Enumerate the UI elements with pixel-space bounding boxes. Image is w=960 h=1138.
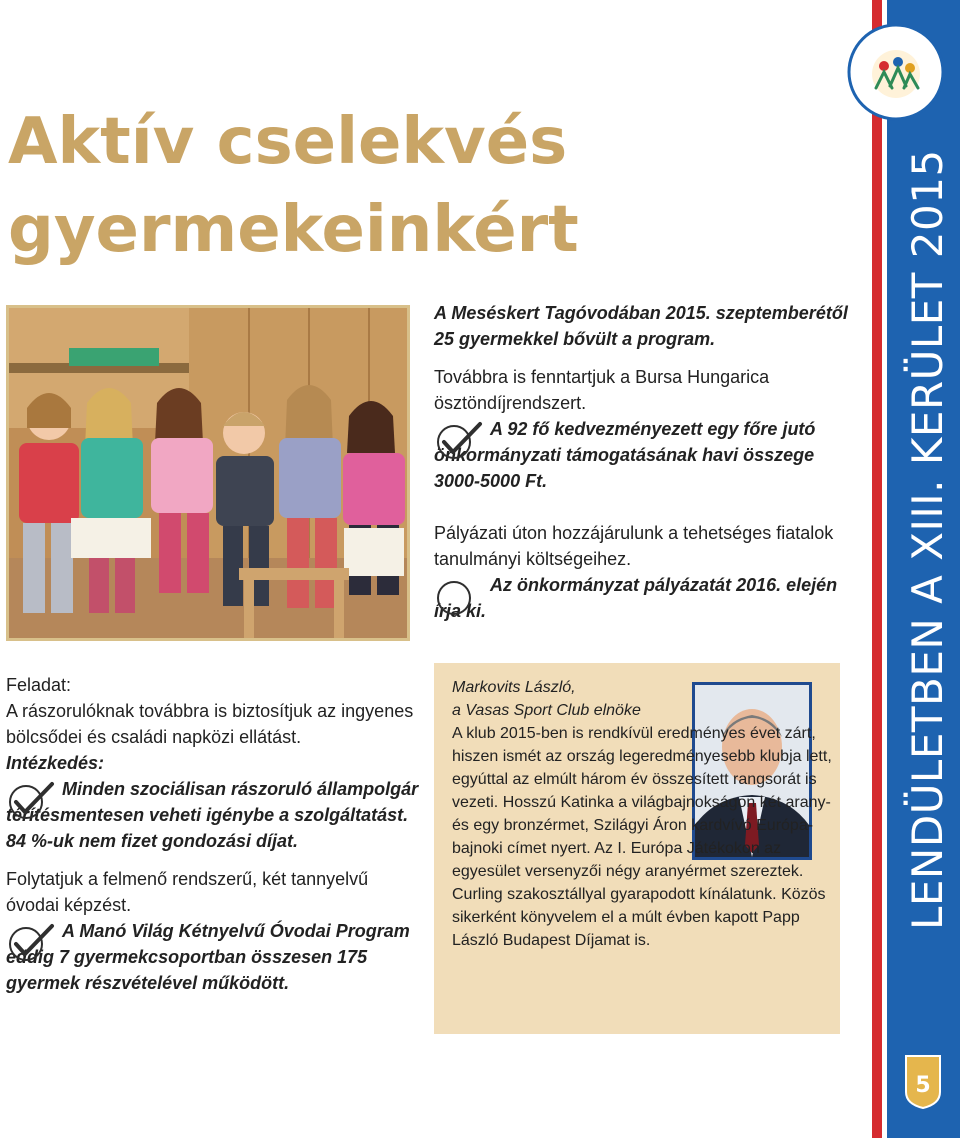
page-number-badge <box>902 1054 944 1110</box>
children-photo <box>6 305 410 641</box>
checkmark-icon <box>6 920 56 964</box>
club-text <box>452 676 832 952</box>
shield-icon <box>902 1054 944 1110</box>
club-person-role: a Vasas Sport Club elnöke <box>452 702 641 719</box>
band-red-stripe <box>872 0 882 1138</box>
middle-paragraph-3: Pályázati úton hozzájárulunk a tehetséges fiatalok tanulmányi költségeihez. <box>434 523 834 569</box>
title-line-1: Aktív cselekvés <box>8 105 568 179</box>
vertical-band-title: LENDÜLETBEN A XIII. KERÜLET 2015 <box>903 149 952 930</box>
lendulet-logo-icon <box>846 22 946 122</box>
checked-item-2 <box>6 918 420 996</box>
page-number: 5 <box>915 1073 931 1098</box>
district-logo <box>846 22 946 122</box>
checked-item-1-text: Minden szociálisan rászoruló állampolgár térítésmentesen veheti igénybe a szolgáltatást. 84 %-uk nem fizet gondozási díjat. <box>6 779 419 851</box>
action-label: Intézkedés: <box>6 753 105 773</box>
checkmark-icon <box>434 418 484 462</box>
club-body: A klub 2015-ben is rendkívül eredményes évet zárt, hiszen ismét az ország legeredményesebb klubja lett, egyúttal az elmúlt három év összesített rangsorát is vezeti. Hosszú Katinka a világbajnokságon két arany- és egy bronzérmet, Szilágyi Áron kardvívó Európa-bajnoki címet nyert. Az I. Európa Játékokon az egyesület versenyzői négy aranyérmet szereztek. Curling szakosztállyal gyarapodott kínálatunk. Közös sikerként könyvelem el a múlt évben kapott Papp László Budapest Díjamat is. <box>452 725 832 949</box>
children-photo-illustration <box>9 308 407 638</box>
middle-paragraph-1: A Meséskert Tagóvodában 2015. szeptemberétől 25 gyermekkel bővült a program. <box>434 303 848 349</box>
task-label: Feladat: <box>6 675 72 695</box>
checked-item-2-text: A Manó Világ Kétnyelvű Óvodai Program eddig 7 gyermekcsoportban összesen 175 gyermek részvételével működött. <box>6 921 410 993</box>
club-person-name: Markovits László, <box>452 679 576 696</box>
middle-checked-item-1 <box>434 416 848 494</box>
left-column <box>6 672 420 996</box>
middle-paragraph-2: Továbbra is fenntartjuk a Bursa Hungarica ösztöndíjrendszert. <box>434 367 770 413</box>
middle-column <box>434 300 848 624</box>
task-text: A rászorulóknak továbbra is biztosítjuk az ingyenes bölcsődei és családi napközi ellátást. <box>6 701 414 747</box>
middle-checked-item-2-text: Az önkormányzat pályázatát 2016. elején írja ki. <box>434 575 838 621</box>
title-line-2: gyermekeinkért <box>8 193 579 267</box>
left-paragraph-2: Folytatjuk a felmenő rendszerű, két tannyelvű óvodai képzést. <box>6 869 369 915</box>
page-title <box>8 98 608 274</box>
middle-checked-item-1-text: A 92 fő kedvezményezett egy főre jutó önkormányzati támogatásának havi összege 3000-5000 Ft. <box>434 419 816 491</box>
checked-item-1 <box>6 776 420 854</box>
middle-checked-item-2 <box>434 572 848 624</box>
empty-circle-icon <box>434 574 484 618</box>
checkmark-icon <box>6 778 56 822</box>
